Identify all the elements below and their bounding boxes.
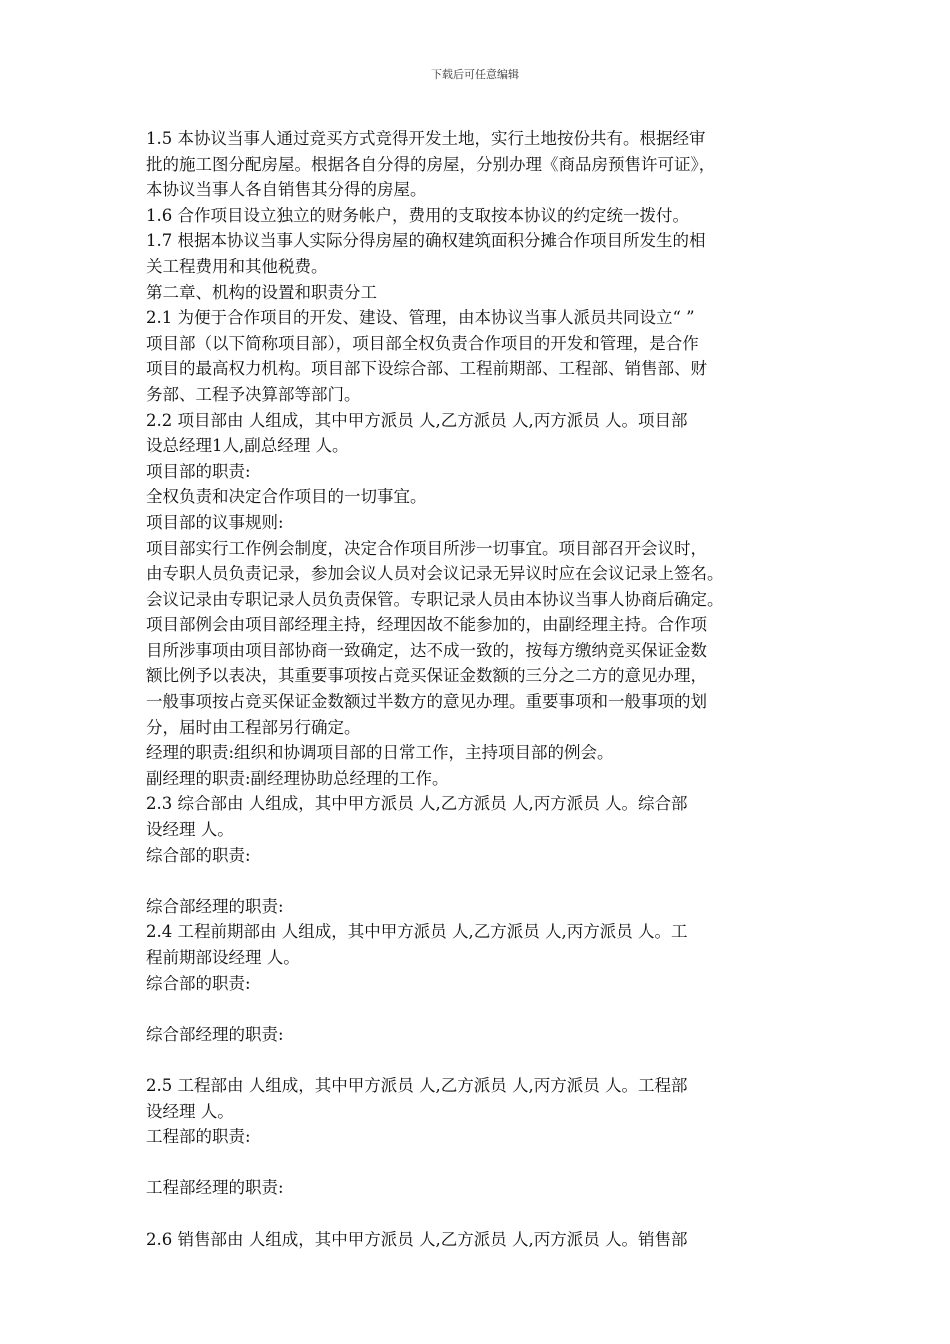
text-line: 项目部例会由项目部经理主持，经理因故不能参加的，由副经理主持。合作项: [146, 615, 707, 635]
text-line: 项目部（以下简称项目部），项目部全权负责合作项目的开发和管理，是合作: [146, 333, 699, 353]
text-line: 1.7 根据本协议当事人实际分得房屋的确权建筑面积分摊合作项目所发生的相: [146, 231, 706, 251]
text-line: 工程部的职责:: [146, 1127, 251, 1147]
text-line: 综合部的职责:: [146, 973, 251, 993]
text-line: 一般事项按占竞买保证金数额过半数方的意见办理。重要事项和一般事项的划: [146, 692, 707, 712]
text-line: 额比例予以表决，其重要事项按占竞买保证金数额的三分之二方的意见办理，: [146, 666, 707, 686]
text-line: 由专职人员负责记录，参加会议人员对会议记录无异议时应在会议记录上签名。: [146, 564, 724, 584]
text-line: 工程部经理的职责:: [146, 1178, 284, 1198]
text-line: 2.1 为便于合作项目的开发、建设、管理，由本协议当事人派员共同设立“ ”: [146, 308, 695, 328]
text-line: 设经理 人。: [146, 820, 234, 840]
text-line: 会议记录由专职记录人员负责保管。专职记录人员由本协议当事人协商后确定。: [146, 589, 724, 609]
text-line: 2.3 综合部由 人组成，其中甲方派员 人,乙方派员 人,丙方派员 人。综合部: [146, 794, 688, 814]
blank-line: [146, 1047, 818, 1073]
text-line: 2.2 项目部由 人组成，其中甲方派员 人,乙方派员 人,丙方派员 人。项目部: [146, 410, 688, 430]
text-line: 1.5 本协议当事人通过竞买方式竞得开发土地，实行土地按份共有。根据经审: [146, 129, 706, 148]
text-line: 2.4 工程前期部由 人组成，其中甲方派员 人,乙方派员 人,丙方派员 人。工: [146, 922, 688, 942]
blank-line: [146, 868, 818, 894]
text-line: 目所涉事项由项目部协商一致确定，达不成一致的，按每方缴纳竞买保证金数: [146, 640, 707, 660]
text-line: 副经理的职责:副经理协助总经理的工作。: [146, 768, 449, 788]
text-line: 批的施工图分配房屋。根据各自分得的房屋，分别办理《商品房预售许可证》，: [146, 154, 716, 174]
text-line: 综合部经理的职责:: [146, 896, 284, 916]
text-line: 项目部的议事规则:: [146, 512, 284, 532]
blank-line: [146, 996, 818, 1022]
text-line: 全权负责和决定合作项目的一切事宜。: [146, 487, 427, 507]
text-line: 经理的职责:组织和协调项目部的日常工作，主持项目部的例会。: [146, 743, 614, 763]
text-line: 设总经理1人,副总经理 人。: [146, 436, 349, 456]
text-line: 综合部经理的职责:: [146, 1024, 284, 1044]
text-line: 关工程费用和其他税费。: [146, 256, 328, 276]
text-line: 项目部的职责:: [146, 461, 251, 481]
text-line: 2.6 销售部由 人组成，其中甲方派员 人,乙方派员 人,丙方派员 人。销售部: [146, 1229, 688, 1249]
page-header: 下载后可任意编辑: [431, 68, 519, 81]
text-line: 综合部的职责:: [146, 845, 251, 865]
blank-line: [146, 1150, 818, 1176]
text-line: 分，届时由工程部另行确定。: [146, 717, 361, 737]
text-line: 2.5 工程部由 人组成，其中甲方派员 人,乙方派员 人,丙方派员 人。工程部: [146, 1075, 688, 1095]
text-line: 项目部实行工作例会制度，决定合作项目所涉一切事宜。项目部召开会议时，: [146, 538, 707, 558]
text-line: 本协议当事人各自销售其分得的房屋。: [146, 180, 427, 200]
text-line: 项目的最高权力机构。项目部下设综合部、工程前期部、工程部、销售部、财: [146, 359, 707, 379]
text-line: 务部、工程予决算部等部门。: [146, 384, 361, 404]
text-line: 设经理 人。: [146, 1101, 234, 1121]
text-line: 第二章、机构的设置和职责分工: [146, 282, 377, 302]
text-line: 程前期部设经理 人。: [146, 948, 300, 967]
text-line: 1.6 合作项目设立独立的财务帐户，费用的支取按本协议的约定统一拨付。: [146, 205, 689, 225]
document-body: [146, 126, 818, 1252]
blank-line: [146, 1201, 818, 1227]
